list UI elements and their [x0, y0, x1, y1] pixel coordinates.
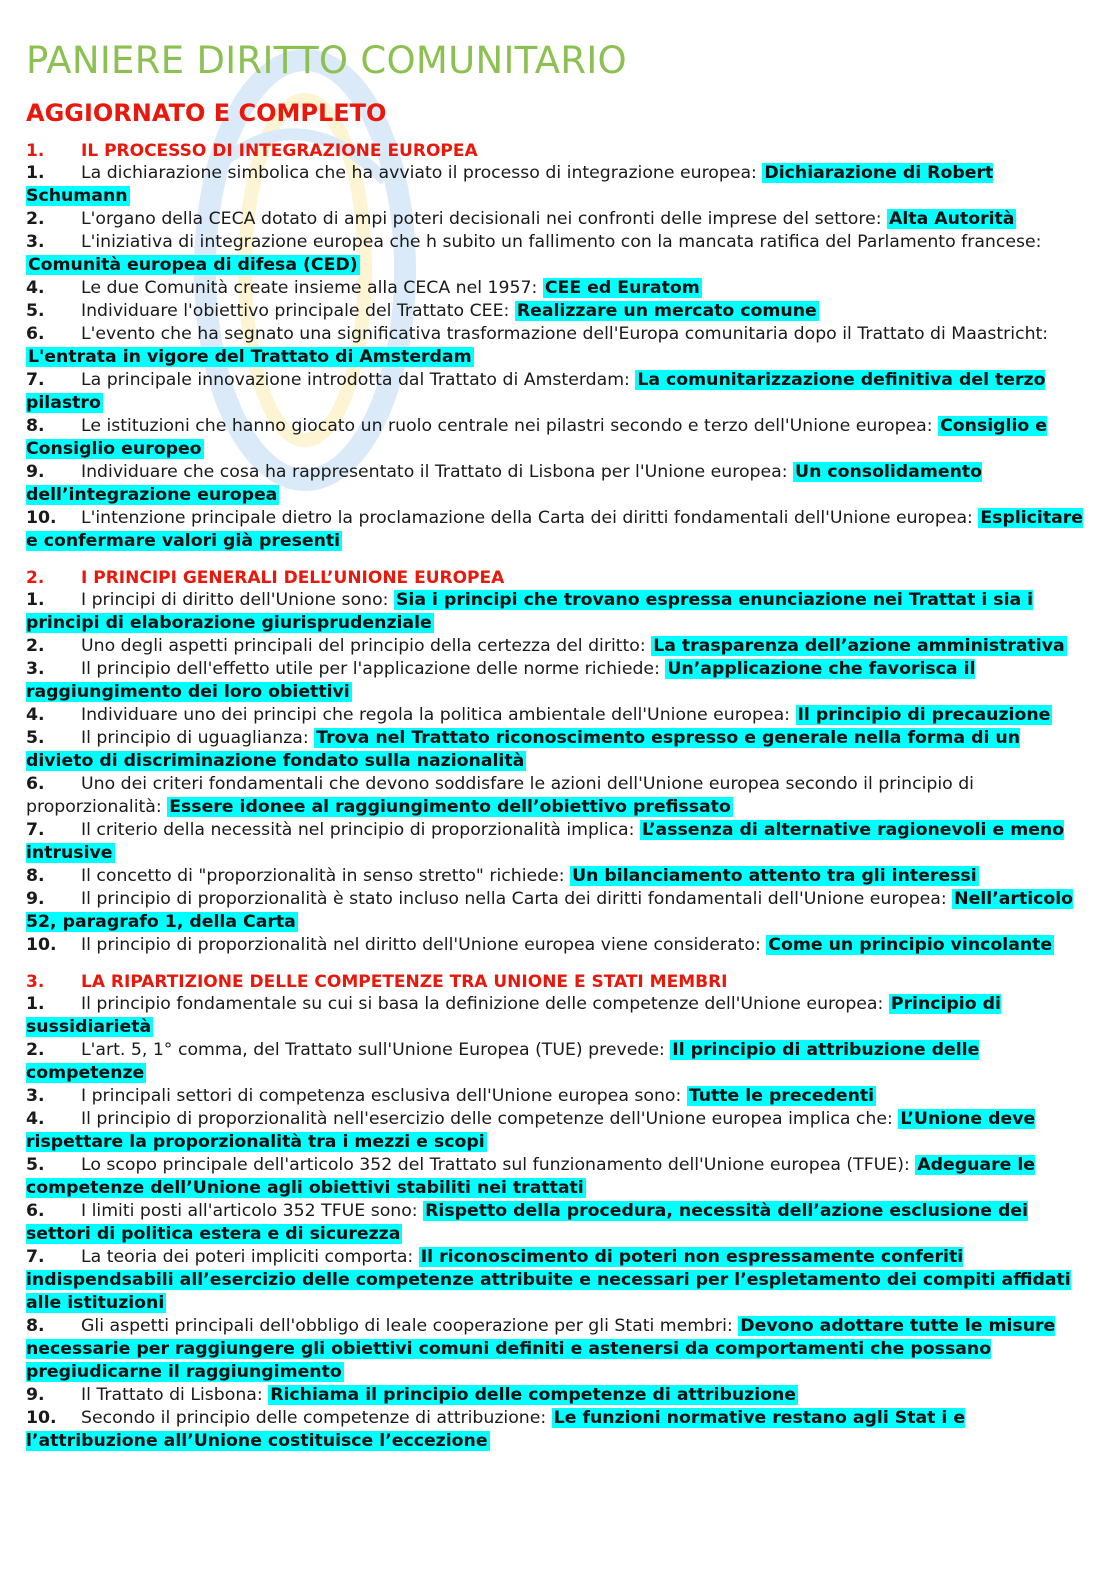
answer-highlight: Un bilanciamento attento tra gli interessi [572, 866, 977, 886]
answer-highlight: Adeguare le competenze dell’Unione agli obiettivi stabiliti nei trattati [26, 1155, 1036, 1198]
question-number: 2. [26, 1040, 45, 1060]
question-text: Il principio di uguaglianza: [81, 728, 315, 748]
question-item [26, 635, 1090, 658]
question-item [26, 934, 1090, 957]
answer-highlight: Il riconoscimento di poteri non espressamente conferiti indispendsabili all’esercizio delle competenze attribuite e necessari per l’espletamento dei compiti affidati alle istituzioni [26, 1247, 1071, 1313]
question-number: 1. [26, 163, 45, 183]
question-number: 2. [26, 209, 45, 229]
section-3 [26, 971, 1090, 1453]
question-item [26, 773, 1090, 819]
question-text: Il principio di proporzionalità è stato incluso nella Carta dei diritti fondamentali dell'Unione europea: [81, 889, 953, 909]
answer-highlight: Il principio di attribuzione delle competenze [26, 1040, 980, 1083]
question-item [26, 1108, 1090, 1154]
section-number: 3. [26, 972, 45, 992]
answer-highlight: Un’applicazione che favorisca il raggiungimento dei loro obiettivi [26, 659, 976, 702]
question-item [26, 993, 1090, 1039]
section-number: 1. [26, 141, 45, 161]
answer-highlight: Rispetto della procedura, necessità dell’azione esclusione dei settori di politica estera e di sicurezza [26, 1201, 1029, 1244]
question-number: 4. [26, 705, 45, 725]
question-text: Il principio di proporzionalità nell'esercizio delle competenze dell'Unione europea implica che: [81, 1109, 899, 1129]
answer-highlight: Il principio di precauzione [797, 705, 1051, 725]
question-number: 8. [26, 416, 45, 436]
document-page [26, 40, 1090, 1467]
question-text: Il criterio della necessità nel principio di proporzionalità implica: [81, 820, 640, 840]
question-text: Individuare che cosa ha rappresentato il Trattato di Lisbona per l'Unione europea: [81, 462, 794, 482]
question-text: Il Trattato di Lisbona: [81, 1385, 269, 1405]
section-2 [26, 567, 1090, 957]
question-number: 10. [26, 1408, 57, 1428]
answer-highlight: Come un principio vincolante [768, 935, 1053, 955]
section-heading [26, 567, 1090, 589]
answer-highlight: Principio di sussidiarietà [26, 994, 1001, 1037]
question-text: Uno degli aspetti principali del principio della certezza del diritto: [81, 636, 652, 656]
question-item [26, 231, 1090, 277]
answer-highlight: Trova nel Trattato riconoscimento espresso e generale nella forma di un divieto di discriminazione fondato sulla nazionalità [26, 728, 1020, 771]
question-text: Il principio dell'effetto utile per l'applicazione delle norme richiede: [81, 659, 666, 679]
question-number: 7. [26, 1247, 45, 1267]
question-text: Uno dei criteri fondamentali che devono soddisfare le azioni dell'Unione europea secondo il principio di proporzionalità: [26, 774, 974, 817]
question-number: 9. [26, 889, 45, 909]
question-item [26, 461, 1090, 507]
question-number: 4. [26, 1109, 45, 1129]
question-item [26, 1315, 1090, 1384]
question-number: 8. [26, 1316, 45, 1336]
answer-highlight: L'entrata in vigore del Trattato di Amsterdam [28, 347, 472, 367]
question-item [26, 1407, 1090, 1453]
question-text: Il principio fondamentale su cui si basa la definizione delle competenze dell'Unione europea: [81, 994, 889, 1014]
question-number: 8. [26, 866, 45, 886]
answer-highlight: Tutte le precedenti [688, 1086, 875, 1106]
question-text: I limiti posti all'articolo 352 TFUE sono: [81, 1201, 424, 1221]
question-number: 5. [26, 301, 45, 321]
answer-highlight: Essere idonee al raggiungimento dell’obiettivo prefissato [169, 797, 731, 817]
question-text: I principali settori di competenza esclusiva dell'Unione europea sono: [81, 1086, 687, 1106]
question-item [26, 1384, 1090, 1407]
question-number: 4. [26, 278, 45, 298]
question-item [26, 415, 1090, 461]
question-text: La principale innovazione introdotta dal Trattato di Amsterdam: [81, 370, 636, 390]
question-item [26, 727, 1090, 773]
question-number: 10. [26, 935, 57, 955]
answer-highlight: La trasparenza dell’azione amministrativa [653, 636, 1065, 656]
section-title: IL PROCESSO DI INTEGRAZIONE EUROPEA [81, 141, 478, 161]
question-text: L'organo della CECA dotato di ampi poteri decisionali nei confronti delle imprese del settore: [81, 209, 888, 229]
question-text: La dichiarazione simbolica che ha avviato il processo di integrazione europea: [81, 163, 763, 183]
question-number: 3. [26, 232, 45, 252]
question-text: Individuare uno dei principi che regola la politica ambientale dell'Unione europea: [81, 705, 796, 725]
question-number: 5. [26, 1155, 45, 1175]
question-text: La teoria dei poteri impliciti comporta: [81, 1247, 419, 1267]
question-number: 3. [26, 1086, 45, 1106]
question-item [26, 300, 1090, 323]
question-item [26, 819, 1090, 865]
answer-highlight: Dichiarazione di Robert Schumann [26, 163, 994, 206]
question-text: L'evento che ha segnato una significativa trasformazione dell'Europa comunitaria dopo il Trattato di Maastricht: [81, 324, 1049, 344]
question-text: Il concetto di "proporzionalità in senso stretto" richiede: [81, 866, 571, 886]
question-item [26, 704, 1090, 727]
answer-highlight: Un consolidamento dell’integrazione europea [26, 462, 983, 505]
section-title: I PRINCIPI GENERALI DELL’UNIONE EUROPEA [81, 568, 505, 588]
question-text: L'art. 5, 1° comma, del Trattato sull'Unione Europea (TUE) prevede: [81, 1040, 671, 1060]
question-text: Le istituzioni che hanno giocato un ruolo centrale nei pilastri secondo e terzo dell'Unione europea: [81, 416, 939, 436]
question-text: Individuare l'obiettivo principale del Trattato CEE: [81, 301, 515, 321]
question-item [26, 1154, 1090, 1200]
section-number: 2. [26, 568, 45, 588]
section-title: LA RIPARTIZIONE DELLE COMPETENZE TRA UNIONE E STATI MEMBRI [81, 972, 728, 992]
question-text: L'intenzione principale dietro la proclamazione della Carta dei diritti fondamentali dell'Unione europea: [81, 508, 979, 528]
question-number: 3. [26, 659, 45, 679]
question-item [26, 589, 1090, 635]
section-heading [26, 140, 1090, 162]
sections-container [26, 140, 1090, 1453]
answer-highlight: Richiama il principio delle competenze di attribuzione [270, 1385, 797, 1405]
question-item [26, 277, 1090, 300]
question-item [26, 658, 1090, 704]
question-number: 7. [26, 820, 45, 840]
question-item [26, 1085, 1090, 1108]
question-number: 5. [26, 728, 45, 748]
section-1 [26, 140, 1090, 553]
question-text: Lo scopo principale dell'articolo 352 del Trattato sul funzionamento dell'Unione europea (TFUE): [81, 1155, 916, 1175]
question-number: 6. [26, 1201, 45, 1221]
question-item [26, 1200, 1090, 1246]
question-text: Secondo il principio delle competenze di attribuzione: [81, 1408, 552, 1428]
question-item [26, 369, 1090, 415]
question-number: 9. [26, 462, 45, 482]
question-item [26, 865, 1090, 888]
answer-highlight: Sia i principi che trovano espressa enunciazione nei Trattat i sia i principi di elaborazione giurisprudenziale [26, 590, 1034, 633]
section-heading [26, 971, 1090, 993]
question-item [26, 208, 1090, 231]
answer-highlight: Consiglio e Consiglio europeo [26, 416, 1047, 459]
question-item [26, 323, 1090, 369]
question-number: 6. [26, 324, 45, 344]
document-subtitle: AGGIORNATO E COMPLETO [26, 99, 387, 127]
question-number: 10. [26, 508, 57, 528]
question-text: Il principio di proporzionalità nel diritto dell'Unione europea viene considerato: [81, 935, 767, 955]
answer-highlight: Le funzioni normative restano agli Stat i e l’attribuzione all’Unione costituisce l’eccezione [26, 1408, 966, 1451]
answer-highlight: L’Unione deve rispettare la proporzionalità tra i mezzi e scopi [26, 1109, 1036, 1152]
question-text: Le due Comunità create insieme alla CECA nel 1957: [81, 278, 543, 298]
question-number: 7. [26, 370, 45, 390]
question-item [26, 1039, 1090, 1085]
document-title: PANIERE DIRITTO COMUNITARIO [26, 39, 627, 82]
answer-highlight: Comunità europea di difesa (CED) [28, 255, 358, 275]
answer-highlight: Nell’articolo 52, paragrafo 1, della Carta [26, 889, 1074, 932]
question-number: 2. [26, 636, 45, 656]
question-number: 1. [26, 590, 45, 610]
question-item [26, 888, 1090, 934]
answer-highlight: L’assenza di alternative ragionevoli e meno intrusive [26, 820, 1065, 863]
question-number: 6. [26, 774, 45, 794]
question-number: 9. [26, 1385, 45, 1405]
question-text: L'iniziativa di integrazione europea che h subito un fallimento con la mancata ratifica del Parlamento francese: [81, 232, 1042, 252]
question-item [26, 507, 1090, 553]
answer-highlight: Devono adottare tutte le misure necessarie per raggiungere gli obiettivi comuni definiti e astenersi da comportamenti che possano pregiudicarne il raggiungimento [26, 1316, 1056, 1382]
question-number: 1. [26, 994, 45, 1014]
answer-highlight: Esplicitare e confermare valori già presenti [26, 508, 1084, 551]
answer-highlight: Alta Autorità [889, 209, 1015, 229]
answer-highlight: CEE ed Euratom [544, 278, 700, 298]
answer-highlight: La comunitarizzazione definitiva del terzo pilastro [26, 370, 1046, 413]
question-item [26, 162, 1090, 208]
answer-highlight: Realizzare un mercato comune [516, 301, 817, 321]
question-item [26, 1246, 1090, 1315]
question-text: I principi di diritto dell'Unione sono: [81, 590, 394, 610]
question-text: Gli aspetti principali dell'obbligo di leale cooperazione per gli Stati membri: [81, 1316, 739, 1336]
